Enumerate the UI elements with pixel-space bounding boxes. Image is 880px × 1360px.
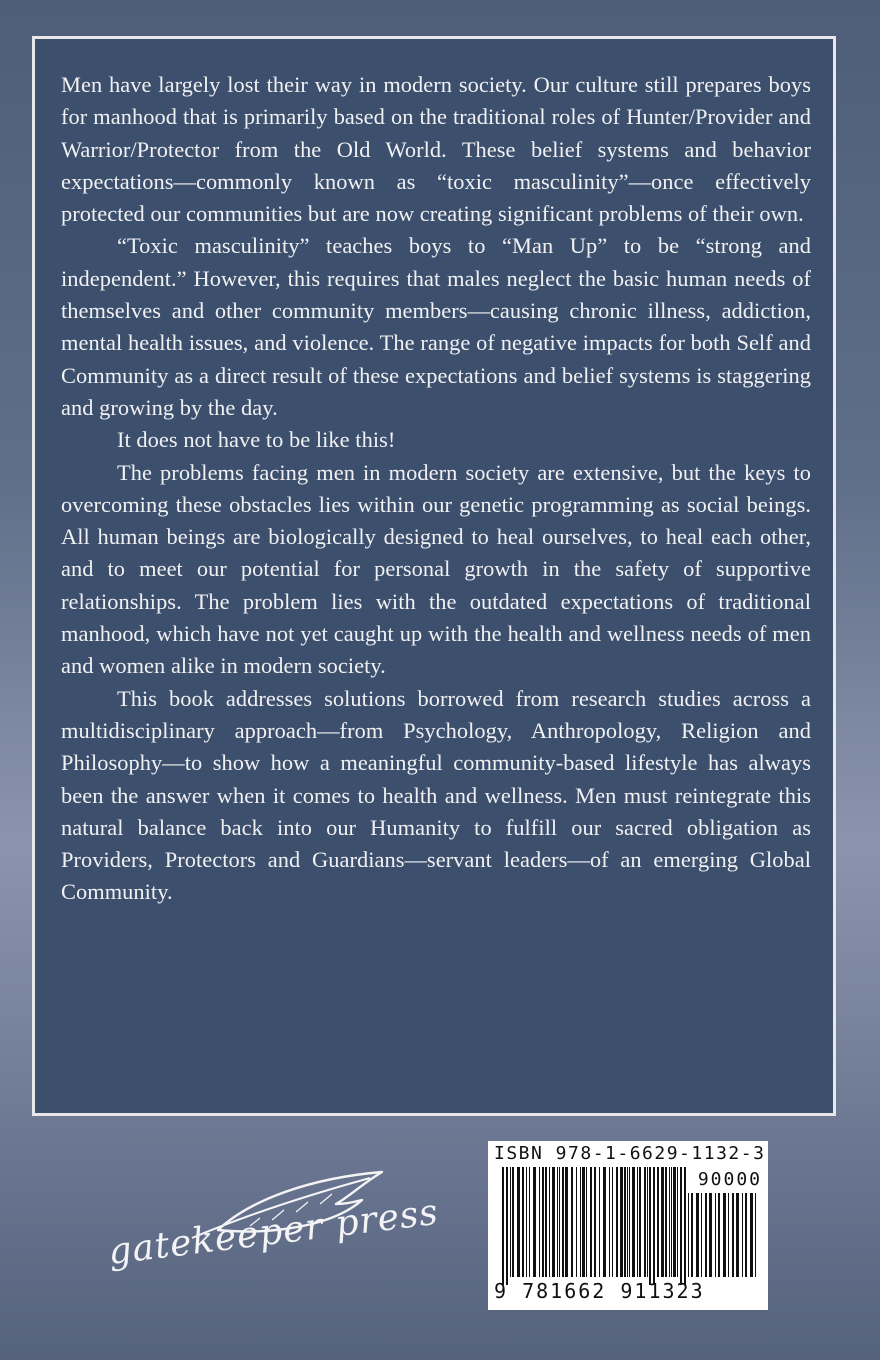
barcode-bar (552, 1167, 555, 1277)
publisher-logo (100, 1160, 441, 1290)
barcode-bar (599, 1167, 600, 1277)
barcode-bar (644, 1167, 646, 1277)
barcode-bar (736, 1193, 739, 1277)
barcode-bar (680, 1167, 682, 1285)
barcode-bar (732, 1193, 734, 1277)
barcode-bar (742, 1193, 743, 1277)
barcode-bar (522, 1167, 524, 1277)
barcode-bar (629, 1167, 630, 1277)
barcode-bar (624, 1167, 626, 1277)
barcode-bar (539, 1167, 540, 1277)
barcode-bar (533, 1167, 536, 1277)
barcode-bar (657, 1167, 659, 1277)
barcode-bar (709, 1193, 712, 1277)
barcode-bar (723, 1193, 726, 1277)
barcode-bar (612, 1167, 613, 1277)
barcode-bar (512, 1167, 514, 1277)
barcode-bar (590, 1167, 592, 1277)
barcode-bar (557, 1167, 558, 1277)
barcode-bar (545, 1167, 547, 1277)
barcode-bar (653, 1167, 655, 1285)
barcode-bar (665, 1167, 667, 1277)
barcode-bar (705, 1193, 707, 1277)
barcode-bar (661, 1167, 664, 1277)
barcode-bar (565, 1167, 568, 1277)
barcode-bar (669, 1167, 670, 1277)
barcode-bar (696, 1193, 699, 1277)
barcode-bar (506, 1167, 508, 1285)
barcode-bar (684, 1167, 686, 1285)
barcode-bar (718, 1193, 720, 1277)
barcode-bar (728, 1193, 729, 1277)
barcode-bar (603, 1167, 606, 1277)
barcode-bar (620, 1167, 623, 1277)
publisher-name: gatekeeper press (106, 1191, 441, 1273)
barcode-bar (582, 1167, 585, 1277)
barcode-bar (755, 1193, 756, 1277)
blurb-paragraph-2: “Toxic masculinity” teaches boys to “Man Up” to be “strong and independent.” However, this requires that males neglect the basic human needs of themselves and other community members—causing chronic illness, addiction, mental health issues, and violence. The range of negative impacts for both Self and Community as a direct result of these expectations and belief systems is staggering and growing by the day. (61, 233, 811, 420)
ean-digits: 9 781662 911323 (494, 1279, 705, 1303)
barcode-bar (616, 1167, 618, 1277)
barcode-bar (594, 1167, 596, 1277)
blurb-panel (32, 36, 836, 1116)
barcode-bar (562, 1167, 564, 1277)
barcode-bar (647, 1167, 648, 1277)
barcode-bar (673, 1167, 676, 1277)
barcode-bar (580, 1167, 581, 1277)
barcode-bar (632, 1167, 635, 1277)
barcode-bar (586, 1167, 587, 1277)
barcode-bar (649, 1167, 651, 1285)
blurb-paragraph-3: It does not have to be like this! (117, 427, 396, 453)
blurb-paragraph-5: This book addresses solutions borrowed from research studies across a multidisciplinary approach—from Psychology, Anthropology, Religion and Philosophy—to show how a meaningful community-based lifestyle has always been the answer when it comes to health and wellness. Men must reintegrate this natural balance back into our Humanity to fulfill our sacred obligation as Providers, Protectors and Guardians—servant leaders—of an emerging Global Community. (61, 685, 811, 905)
barcode-bar (549, 1167, 550, 1277)
barcode-bar (609, 1167, 610, 1277)
barcode-bar (559, 1167, 560, 1277)
price-code: 90000 (697, 1169, 762, 1190)
barcode-bar (542, 1167, 544, 1277)
barcode-bar (576, 1167, 577, 1277)
barcode-bar (510, 1167, 511, 1277)
barcode-bar (750, 1193, 753, 1277)
barcode-bar (701, 1193, 702, 1277)
barcode-bar (637, 1167, 638, 1277)
barcode-bar (671, 1167, 672, 1277)
barcode-bar (691, 1193, 693, 1277)
barcode-bar (529, 1167, 530, 1277)
barcode-bar (571, 1167, 573, 1277)
barcode-bar (517, 1167, 520, 1277)
isbn-barcode (488, 1141, 768, 1310)
barcode-bar (688, 1193, 689, 1277)
blurb-paragraph-1: Men have largely lost their way in modern society. Our culture still prepares boys for manhood that is primarily based on the traditional roles of Hunter/Provider and Warrior/Protector from the Old World. These belief systems and behavior expectations—commonly known as “toxic masculinity”—once effectively protected our communities but are now creating significant problems of their own. (61, 72, 811, 227)
barcode-bar (627, 1167, 628, 1277)
barcode-bar (639, 1167, 641, 1277)
barcode-bar (502, 1167, 504, 1285)
barcode-bar (677, 1167, 678, 1277)
barcode-bar (526, 1167, 527, 1277)
blurb-text (61, 69, 811, 909)
blurb-paragraph-4: The problems facing men in modern society are extensive, but the keys to overcoming these obstacles lies within our genetic programming as social beings. All human beings are biologically designed to heal ourselves, to heal each other, and to meet our potential for personal growth in the safety of supportive relationships. The problem lies with the outdated expectations of traditional manhood, which have not yet caught up with the health and wellness needs of men and women alike in modern society. (61, 459, 811, 679)
quill-feather-icon (100, 1160, 441, 1290)
barcode-bar (745, 1193, 747, 1277)
isbn-label: ISBN 978-1-6629-1132-3 (494, 1143, 766, 1164)
barcode-bar (715, 1193, 716, 1277)
